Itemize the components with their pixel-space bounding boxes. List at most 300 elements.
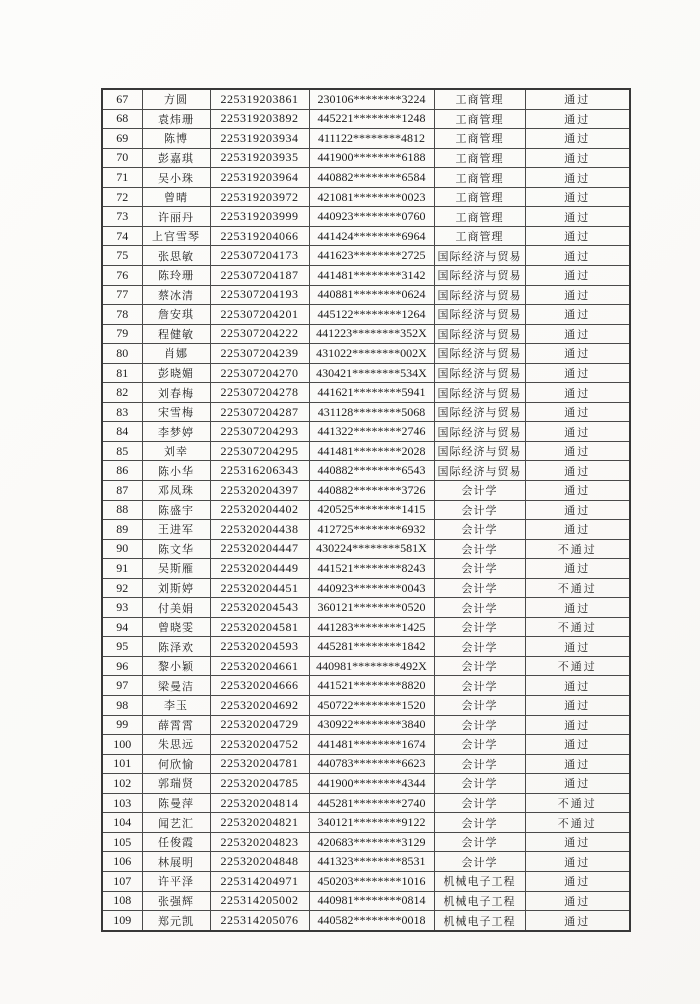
cell-student-name: 方圆 bbox=[142, 89, 210, 109]
cell-result: 不通过 bbox=[525, 578, 630, 598]
cell-result: 通过 bbox=[525, 383, 630, 403]
cell-result: 通过 bbox=[525, 89, 630, 109]
cell-result: 通过 bbox=[525, 852, 630, 872]
table-row bbox=[102, 168, 630, 188]
cell-student-name: 王进军 bbox=[142, 520, 210, 540]
cell-result: 通过 bbox=[525, 461, 630, 481]
table-row bbox=[102, 832, 630, 852]
cell-major: 工商管理 bbox=[434, 129, 525, 149]
table-row bbox=[102, 715, 630, 735]
cell-sequence-number: 100 bbox=[102, 735, 142, 755]
cell-student-name: 黎小颖 bbox=[142, 656, 210, 676]
cell-result: 通过 bbox=[525, 441, 630, 461]
cell-major: 国际经济与贸易 bbox=[434, 246, 525, 266]
cell-sequence-number: 107 bbox=[102, 871, 142, 891]
cell-result: 通过 bbox=[525, 891, 630, 911]
cell-student-name: 陈博 bbox=[142, 129, 210, 149]
cell-id-card-number: 445122********1264 bbox=[309, 305, 434, 325]
cell-id-card-number: 411122********4812 bbox=[309, 129, 434, 149]
table-row bbox=[102, 559, 630, 579]
table-row bbox=[102, 617, 630, 637]
cell-major: 工商管理 bbox=[434, 187, 525, 207]
cell-id-card-number: 441623********2725 bbox=[309, 246, 434, 266]
cell-id-card-number: 441621********5941 bbox=[309, 383, 434, 403]
cell-major: 会计学 bbox=[434, 852, 525, 872]
cell-major: 国际经济与贸易 bbox=[434, 461, 525, 481]
cell-result: 通过 bbox=[525, 774, 630, 794]
cell-student-name: 邓凤珠 bbox=[142, 481, 210, 501]
cell-student-name: 陈泽欢 bbox=[142, 637, 210, 657]
cell-sequence-number: 101 bbox=[102, 754, 142, 774]
cell-exam-number: 225320204692 bbox=[210, 696, 309, 716]
cell-exam-number: 225320204781 bbox=[210, 754, 309, 774]
table-row bbox=[102, 500, 630, 520]
cell-major: 国际经济与贸易 bbox=[434, 305, 525, 325]
cell-result: 通过 bbox=[525, 871, 630, 891]
cell-sequence-number: 74 bbox=[102, 226, 142, 246]
cell-sequence-number: 90 bbox=[102, 539, 142, 559]
cell-result: 通过 bbox=[525, 422, 630, 442]
cell-major: 机械电子工程 bbox=[434, 871, 525, 891]
cell-student-name: 何欣愉 bbox=[142, 754, 210, 774]
cell-exam-number: 225307204201 bbox=[210, 305, 309, 325]
table-row bbox=[102, 481, 630, 501]
cell-sequence-number: 67 bbox=[102, 89, 142, 109]
cell-exam-number: 225320204823 bbox=[210, 832, 309, 852]
cell-sequence-number: 98 bbox=[102, 696, 142, 716]
cell-student-name: 薛霄霄 bbox=[142, 715, 210, 735]
cell-exam-number: 225307204239 bbox=[210, 344, 309, 364]
cell-major: 会计学 bbox=[434, 598, 525, 618]
cell-exam-number: 225320204593 bbox=[210, 637, 309, 657]
table-row bbox=[102, 207, 630, 227]
cell-student-name: 郭瑞贤 bbox=[142, 774, 210, 794]
cell-exam-number: 225320204438 bbox=[210, 520, 309, 540]
cell-student-name: 陈盛宇 bbox=[142, 500, 210, 520]
table-row bbox=[102, 676, 630, 696]
cell-major: 国际经济与贸易 bbox=[434, 422, 525, 442]
cell-major: 会计学 bbox=[434, 578, 525, 598]
cell-major: 工商管理 bbox=[434, 168, 525, 188]
cell-result: 通过 bbox=[525, 637, 630, 657]
table-row bbox=[102, 598, 630, 618]
cell-sequence-number: 76 bbox=[102, 266, 142, 286]
cell-student-name: 程健敏 bbox=[142, 324, 210, 344]
cell-student-name: 付美娟 bbox=[142, 598, 210, 618]
cell-result: 通过 bbox=[525, 598, 630, 618]
cell-exam-number: 225319203964 bbox=[210, 168, 309, 188]
cell-id-card-number: 421081********0023 bbox=[309, 187, 434, 207]
cell-sequence-number: 106 bbox=[102, 852, 142, 872]
cell-exam-number: 225307204222 bbox=[210, 324, 309, 344]
cell-id-card-number: 420683********3129 bbox=[309, 832, 434, 852]
cell-result: 通过 bbox=[525, 207, 630, 227]
cell-exam-number: 225314205076 bbox=[210, 911, 309, 931]
cell-student-name: 吴斯雁 bbox=[142, 559, 210, 579]
cell-student-name: 任俊霞 bbox=[142, 832, 210, 852]
cell-student-name: 刘斯婷 bbox=[142, 578, 210, 598]
cell-major: 会计学 bbox=[434, 500, 525, 520]
cell-result: 不通过 bbox=[525, 813, 630, 833]
table-row bbox=[102, 539, 630, 559]
cell-major: 机械电子工程 bbox=[434, 911, 525, 931]
cell-sequence-number: 105 bbox=[102, 832, 142, 852]
cell-exam-number: 225320204729 bbox=[210, 715, 309, 735]
cell-sequence-number: 70 bbox=[102, 148, 142, 168]
cell-result: 通过 bbox=[525, 911, 630, 931]
cell-result: 通过 bbox=[525, 266, 630, 286]
cell-id-card-number: 441323********8531 bbox=[309, 852, 434, 872]
cell-major: 会计学 bbox=[434, 539, 525, 559]
cell-sequence-number: 88 bbox=[102, 500, 142, 520]
cell-result: 通过 bbox=[525, 168, 630, 188]
table-row bbox=[102, 109, 630, 129]
cell-sequence-number: 96 bbox=[102, 656, 142, 676]
cell-exam-number: 225316206343 bbox=[210, 461, 309, 481]
cell-id-card-number: 430224********581X bbox=[309, 539, 434, 559]
cell-student-name: 李玉 bbox=[142, 696, 210, 716]
cell-student-name: 陈曼萍 bbox=[142, 793, 210, 813]
cell-sequence-number: 69 bbox=[102, 129, 142, 149]
table-row bbox=[102, 520, 630, 540]
cell-sequence-number: 89 bbox=[102, 520, 142, 540]
cell-result: 通过 bbox=[525, 500, 630, 520]
cell-student-name: 肖娜 bbox=[142, 344, 210, 364]
cell-result: 不通过 bbox=[525, 617, 630, 637]
cell-id-card-number: 440923********0043 bbox=[309, 578, 434, 598]
cell-id-card-number: 450722********1520 bbox=[309, 696, 434, 716]
cell-major: 会计学 bbox=[434, 656, 525, 676]
cell-result: 通过 bbox=[525, 715, 630, 735]
cell-exam-number: 225320204451 bbox=[210, 578, 309, 598]
cell-student-name: 张思敏 bbox=[142, 246, 210, 266]
cell-exam-number: 225320204543 bbox=[210, 598, 309, 618]
cell-sequence-number: 91 bbox=[102, 559, 142, 579]
cell-result: 通过 bbox=[525, 109, 630, 129]
cell-student-name: 刘春梅 bbox=[142, 383, 210, 403]
cell-student-name: 陈文华 bbox=[142, 539, 210, 559]
cell-result: 通过 bbox=[525, 363, 630, 383]
cell-major: 会计学 bbox=[434, 696, 525, 716]
cell-id-card-number: 445281********1842 bbox=[309, 637, 434, 657]
cell-sequence-number: 79 bbox=[102, 324, 142, 344]
cell-exam-number: 225320204814 bbox=[210, 793, 309, 813]
table-row bbox=[102, 129, 630, 149]
cell-sequence-number: 93 bbox=[102, 598, 142, 618]
cell-student-name: 许丽丹 bbox=[142, 207, 210, 227]
cell-sequence-number: 103 bbox=[102, 793, 142, 813]
cell-exam-number: 225320204402 bbox=[210, 500, 309, 520]
table-row bbox=[102, 461, 630, 481]
cell-id-card-number: 441521********8243 bbox=[309, 559, 434, 579]
cell-student-name: 林展明 bbox=[142, 852, 210, 872]
cell-id-card-number: 441322********2746 bbox=[309, 422, 434, 442]
cell-sequence-number: 85 bbox=[102, 441, 142, 461]
table-row bbox=[102, 363, 630, 383]
cell-result: 通过 bbox=[525, 226, 630, 246]
table-row bbox=[102, 89, 630, 109]
cell-major: 国际经济与贸易 bbox=[434, 441, 525, 461]
cell-sequence-number: 71 bbox=[102, 168, 142, 188]
cell-major: 国际经济与贸易 bbox=[434, 383, 525, 403]
cell-id-card-number: 440783********6623 bbox=[309, 754, 434, 774]
cell-id-card-number: 441481********1674 bbox=[309, 735, 434, 755]
table-row bbox=[102, 813, 630, 833]
cell-major: 会计学 bbox=[434, 774, 525, 794]
cell-exam-number: 225319203999 bbox=[210, 207, 309, 227]
cell-result: 通过 bbox=[525, 129, 630, 149]
cell-student-name: 詹安琪 bbox=[142, 305, 210, 325]
table-row bbox=[102, 344, 630, 364]
cell-exam-number: 225319204066 bbox=[210, 226, 309, 246]
cell-major: 会计学 bbox=[434, 754, 525, 774]
cell-id-card-number: 230106********3224 bbox=[309, 89, 434, 109]
cell-result: 通过 bbox=[525, 520, 630, 540]
cell-result: 不通过 bbox=[525, 656, 630, 676]
cell-sequence-number: 84 bbox=[102, 422, 142, 442]
cell-exam-number: 225307204278 bbox=[210, 383, 309, 403]
cell-student-name: 郑元凯 bbox=[142, 911, 210, 931]
cell-result: 通过 bbox=[525, 559, 630, 579]
cell-major: 会计学 bbox=[434, 481, 525, 501]
cell-sequence-number: 97 bbox=[102, 676, 142, 696]
cell-major: 机械电子工程 bbox=[434, 891, 525, 911]
table-row bbox=[102, 852, 630, 872]
cell-result: 通过 bbox=[525, 246, 630, 266]
cell-student-name: 曾晴 bbox=[142, 187, 210, 207]
cell-major: 会计学 bbox=[434, 793, 525, 813]
cell-id-card-number: 360121********0520 bbox=[309, 598, 434, 618]
cell-exam-number: 225319203861 bbox=[210, 89, 309, 109]
table-row bbox=[102, 637, 630, 657]
cell-exam-number: 225307204173 bbox=[210, 246, 309, 266]
cell-sequence-number: 68 bbox=[102, 109, 142, 129]
cell-major: 会计学 bbox=[434, 559, 525, 579]
table-row bbox=[102, 774, 630, 794]
cell-exam-number: 225319203972 bbox=[210, 187, 309, 207]
cell-sequence-number: 102 bbox=[102, 774, 142, 794]
table-row bbox=[102, 266, 630, 286]
cell-major: 会计学 bbox=[434, 520, 525, 540]
cell-exam-number: 225320204848 bbox=[210, 852, 309, 872]
cell-exam-number: 225307204287 bbox=[210, 402, 309, 422]
cell-major: 工商管理 bbox=[434, 148, 525, 168]
table-row bbox=[102, 793, 630, 813]
cell-exam-number: 225320204785 bbox=[210, 774, 309, 794]
cell-sequence-number: 92 bbox=[102, 578, 142, 598]
cell-result: 通过 bbox=[525, 754, 630, 774]
cell-major: 会计学 bbox=[434, 617, 525, 637]
cell-exam-number: 225307204193 bbox=[210, 285, 309, 305]
cell-result: 通过 bbox=[525, 735, 630, 755]
cell-result: 通过 bbox=[525, 324, 630, 344]
cell-exam-number: 225320204581 bbox=[210, 617, 309, 637]
cell-id-card-number: 441900********4344 bbox=[309, 774, 434, 794]
cell-exam-number: 225307204270 bbox=[210, 363, 309, 383]
cell-exam-number: 225320204661 bbox=[210, 656, 309, 676]
cell-sequence-number: 75 bbox=[102, 246, 142, 266]
cell-id-card-number: 441424********6964 bbox=[309, 226, 434, 246]
cell-result: 通过 bbox=[525, 305, 630, 325]
cell-result: 通过 bbox=[525, 481, 630, 501]
table-row bbox=[102, 226, 630, 246]
cell-student-name: 李梦婷 bbox=[142, 422, 210, 442]
cell-id-card-number: 431128********5068 bbox=[309, 402, 434, 422]
cell-major: 会计学 bbox=[434, 832, 525, 852]
table-row bbox=[102, 383, 630, 403]
cell-id-card-number: 430922********3840 bbox=[309, 715, 434, 735]
cell-exam-number: 225320204447 bbox=[210, 539, 309, 559]
table-row bbox=[102, 187, 630, 207]
cell-major: 会计学 bbox=[434, 676, 525, 696]
cell-sequence-number: 81 bbox=[102, 363, 142, 383]
cell-id-card-number: 440981********492X bbox=[309, 656, 434, 676]
cell-id-card-number: 412725********6932 bbox=[309, 520, 434, 540]
cell-sequence-number: 99 bbox=[102, 715, 142, 735]
cell-exam-number: 225314204971 bbox=[210, 871, 309, 891]
cell-exam-number: 225307204295 bbox=[210, 441, 309, 461]
cell-major: 国际经济与贸易 bbox=[434, 285, 525, 305]
cell-exam-number: 225319203935 bbox=[210, 148, 309, 168]
cell-result: 通过 bbox=[525, 832, 630, 852]
cell-student-name: 曾晓雯 bbox=[142, 617, 210, 637]
cell-id-card-number: 431022********002X bbox=[309, 344, 434, 364]
table-row bbox=[102, 422, 630, 442]
cell-student-name: 陈玲珊 bbox=[142, 266, 210, 286]
cell-sequence-number: 77 bbox=[102, 285, 142, 305]
cell-id-card-number: 440981********0814 bbox=[309, 891, 434, 911]
cell-result: 通过 bbox=[525, 344, 630, 364]
table-row bbox=[102, 578, 630, 598]
cell-id-card-number: 440923********0760 bbox=[309, 207, 434, 227]
table-row bbox=[102, 285, 630, 305]
table-row bbox=[102, 735, 630, 755]
cell-id-card-number: 450203********1016 bbox=[309, 871, 434, 891]
cell-sequence-number: 108 bbox=[102, 891, 142, 911]
cell-major: 会计学 bbox=[434, 715, 525, 735]
cell-major: 国际经济与贸易 bbox=[434, 324, 525, 344]
cell-result: 通过 bbox=[525, 402, 630, 422]
cell-id-card-number: 440882********6584 bbox=[309, 168, 434, 188]
cell-id-card-number: 420525********1415 bbox=[309, 500, 434, 520]
cell-sequence-number: 72 bbox=[102, 187, 142, 207]
cell-sequence-number: 78 bbox=[102, 305, 142, 325]
cell-result: 通过 bbox=[525, 676, 630, 696]
cell-major: 工商管理 bbox=[434, 207, 525, 227]
cell-id-card-number: 441481********3142 bbox=[309, 266, 434, 286]
cell-id-card-number: 441900********6188 bbox=[309, 148, 434, 168]
cell-sequence-number: 86 bbox=[102, 461, 142, 481]
table-row bbox=[102, 871, 630, 891]
cell-major: 工商管理 bbox=[434, 226, 525, 246]
cell-id-card-number: 440882********3726 bbox=[309, 481, 434, 501]
cell-exam-number: 225314205002 bbox=[210, 891, 309, 911]
cell-exam-number: 225320204397 bbox=[210, 481, 309, 501]
cell-sequence-number: 95 bbox=[102, 637, 142, 657]
cell-exam-number: 225320204449 bbox=[210, 559, 309, 579]
cell-major: 会计学 bbox=[434, 637, 525, 657]
cell-student-name: 上官雪琴 bbox=[142, 226, 210, 246]
cell-major: 会计学 bbox=[434, 813, 525, 833]
cell-sequence-number: 87 bbox=[102, 481, 142, 501]
cell-result: 不通过 bbox=[525, 539, 630, 559]
cell-major: 工商管理 bbox=[434, 109, 525, 129]
cell-student-name: 蔡冰清 bbox=[142, 285, 210, 305]
cell-student-name: 彭晓媚 bbox=[142, 363, 210, 383]
cell-id-card-number: 445221********1248 bbox=[309, 109, 434, 129]
cell-result: 通过 bbox=[525, 285, 630, 305]
table-row bbox=[102, 656, 630, 676]
cell-student-name: 吴小珠 bbox=[142, 168, 210, 188]
table-row bbox=[102, 246, 630, 266]
table-row bbox=[102, 441, 630, 461]
cell-exam-number: 225307204293 bbox=[210, 422, 309, 442]
cell-result: 通过 bbox=[525, 187, 630, 207]
cell-id-card-number: 440582********0018 bbox=[309, 911, 434, 931]
table-row bbox=[102, 911, 630, 931]
cell-student-name: 刘幸 bbox=[142, 441, 210, 461]
cell-sequence-number: 104 bbox=[102, 813, 142, 833]
cell-sequence-number: 80 bbox=[102, 344, 142, 364]
cell-major: 会计学 bbox=[434, 735, 525, 755]
cell-student-name: 张强辉 bbox=[142, 891, 210, 911]
table-row bbox=[102, 305, 630, 325]
cell-result: 通过 bbox=[525, 148, 630, 168]
cell-major: 国际经济与贸易 bbox=[434, 402, 525, 422]
cell-id-card-number: 445281********2740 bbox=[309, 793, 434, 813]
cell-major: 国际经济与贸易 bbox=[434, 363, 525, 383]
cell-id-card-number: 340121********9122 bbox=[309, 813, 434, 833]
cell-sequence-number: 73 bbox=[102, 207, 142, 227]
cell-exam-number: 225319203892 bbox=[210, 109, 309, 129]
cell-major: 国际经济与贸易 bbox=[434, 266, 525, 286]
cell-id-card-number: 440881********0624 bbox=[309, 285, 434, 305]
cell-result: 通过 bbox=[525, 696, 630, 716]
cell-id-card-number: 441521********8820 bbox=[309, 676, 434, 696]
cell-id-card-number: 441481********2028 bbox=[309, 441, 434, 461]
table-row bbox=[102, 696, 630, 716]
cell-exam-number: 225320204821 bbox=[210, 813, 309, 833]
cell-sequence-number: 83 bbox=[102, 402, 142, 422]
cell-sequence-number: 82 bbox=[102, 383, 142, 403]
cell-id-card-number: 441283********1425 bbox=[309, 617, 434, 637]
table-row bbox=[102, 891, 630, 911]
table-row bbox=[102, 324, 630, 344]
cell-exam-number: 225320204666 bbox=[210, 676, 309, 696]
cell-id-card-number: 440882********6543 bbox=[309, 461, 434, 481]
cell-major: 国际经济与贸易 bbox=[434, 344, 525, 364]
cell-student-name: 袁炜珊 bbox=[142, 109, 210, 129]
cell-student-name: 宋雪梅 bbox=[142, 402, 210, 422]
cell-student-name: 闻艺汇 bbox=[142, 813, 210, 833]
cell-id-card-number: 430421********534X bbox=[309, 363, 434, 383]
cell-exam-number: 225320204752 bbox=[210, 735, 309, 755]
results-table-body bbox=[102, 89, 630, 931]
cell-student-name: 陈小华 bbox=[142, 461, 210, 481]
cell-sequence-number: 94 bbox=[102, 617, 142, 637]
cell-exam-number: 225307204187 bbox=[210, 266, 309, 286]
cell-student-name: 彭嘉琪 bbox=[142, 148, 210, 168]
cell-major: 工商管理 bbox=[434, 89, 525, 109]
results-table bbox=[101, 88, 631, 932]
cell-id-card-number: 441223********352X bbox=[309, 324, 434, 344]
table-row bbox=[102, 148, 630, 168]
table-row bbox=[102, 402, 630, 422]
cell-student-name: 朱思远 bbox=[142, 735, 210, 755]
cell-student-name: 许平泽 bbox=[142, 871, 210, 891]
table-row bbox=[102, 754, 630, 774]
cell-student-name: 梁曼洁 bbox=[142, 676, 210, 696]
